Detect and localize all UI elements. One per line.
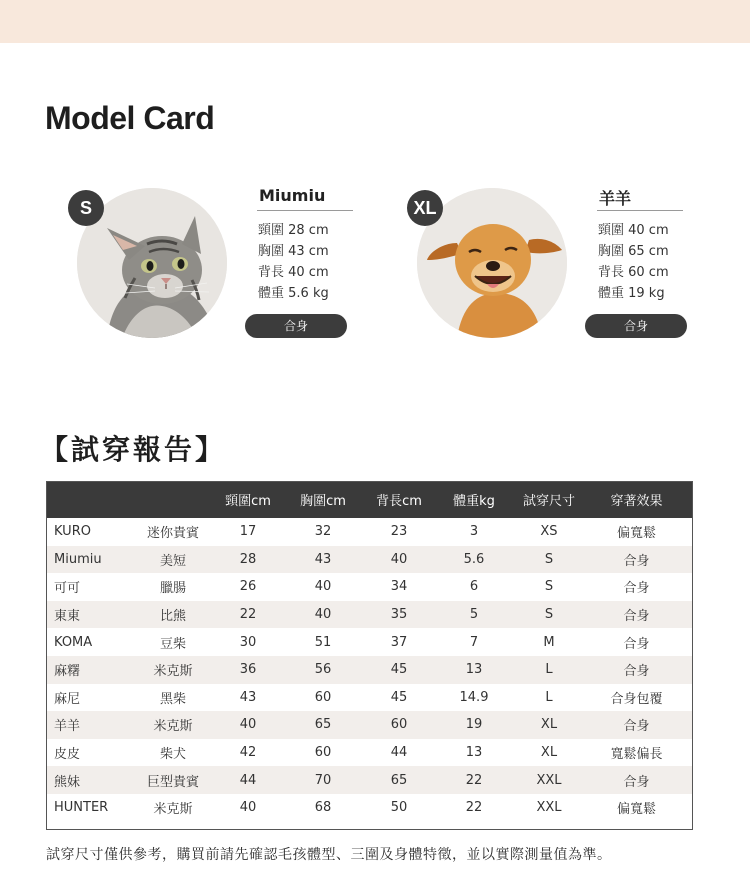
table-cell: 3 xyxy=(469,524,479,540)
pet-stats xyxy=(258,220,329,304)
table-cell: 68 xyxy=(314,800,332,816)
table-row xyxy=(46,601,693,629)
footnote: 試穿尺寸僅供參考，購買前請先確認毛孩體型、三圍及身體特徵，並以實際測量值為準。 xyxy=(46,847,612,863)
table-cell: 合身 xyxy=(580,546,693,574)
table-cell: XXL xyxy=(518,766,580,794)
top-band xyxy=(0,0,750,43)
table-cell: 5 xyxy=(430,601,518,629)
table-cell: 米克斯 xyxy=(128,711,218,739)
table-cell: 40 xyxy=(239,800,257,816)
table-cell: 黑柴 xyxy=(159,691,186,707)
table-row xyxy=(46,656,693,684)
table-cell: 合身 xyxy=(623,581,650,597)
table-cell: 60 xyxy=(314,745,332,761)
table-cell: 合身 xyxy=(580,656,693,684)
table-row xyxy=(46,518,693,546)
table-cell: 偏寬鬆 xyxy=(616,802,656,818)
pet-stats xyxy=(598,220,669,304)
table-cell: 17 xyxy=(239,524,257,540)
table-cell: 60 xyxy=(314,689,332,705)
table-cell: 合身 xyxy=(580,766,693,794)
table-cell: 13 xyxy=(465,745,483,761)
table-cell: 51 xyxy=(314,634,332,650)
table-cell: 麻尼 xyxy=(54,691,81,707)
table-row xyxy=(46,739,693,767)
table-cell: 40 xyxy=(368,546,430,574)
table-cell: 比熊 xyxy=(128,601,218,629)
table-cell: 19 xyxy=(430,711,518,739)
table-cell: 合身 xyxy=(580,601,693,629)
header-cell: 頸圍cm xyxy=(218,481,278,518)
table-cell: 皮皮 xyxy=(54,747,81,763)
size-badge: S xyxy=(68,190,104,226)
table-row xyxy=(46,628,693,656)
table-cell: S xyxy=(544,579,554,595)
stat-chest: 胸圍 65 cm xyxy=(598,244,669,259)
header-cell: 試穿尺寸 xyxy=(518,481,580,518)
table-cell: 65 xyxy=(278,711,368,739)
table-cell: 13 xyxy=(430,656,518,684)
fitting-report-table xyxy=(46,481,693,822)
table-cell: 30 xyxy=(239,634,257,650)
stat-neck: 頸圍 28 cm xyxy=(258,223,329,238)
header-cell: 穿著效果 xyxy=(580,481,693,518)
table-cell: L xyxy=(545,689,553,705)
table-cell: 65 xyxy=(368,766,430,794)
stat-weight: 體重 19 kg xyxy=(598,286,665,301)
table-row xyxy=(46,573,693,601)
pet-name: 羊羊 xyxy=(599,189,632,208)
table-cell: 22 xyxy=(430,766,518,794)
table-cell: 臘腸 xyxy=(159,581,186,597)
table-cell: 26 xyxy=(239,579,257,595)
table-cell: M xyxy=(543,634,555,650)
table-cell: 37 xyxy=(390,634,408,650)
table-cell: 70 xyxy=(278,766,368,794)
table-cell: 柴犬 xyxy=(159,747,186,763)
table-cell: 米克斯 xyxy=(128,656,218,684)
header-cell xyxy=(46,481,128,518)
table-cell: 熊妹 xyxy=(46,766,128,794)
table-cell: 寬鬆偏長 xyxy=(610,747,663,763)
table-cell: 合身 xyxy=(623,636,650,652)
pet-name: Miumiu xyxy=(259,186,326,205)
table-header-row xyxy=(46,481,693,518)
report-title: 【試穿報告】 xyxy=(40,433,227,466)
stat-weight: 體重 5.6 kg xyxy=(258,286,329,301)
table-cell: 56 xyxy=(278,656,368,684)
table-cell: 34 xyxy=(390,579,408,595)
table-cell: 40 xyxy=(278,601,368,629)
table-cell: 40 xyxy=(218,711,278,739)
table-cell: 45 xyxy=(368,656,430,684)
table-cell: S xyxy=(518,546,580,574)
table-cell: 可可 xyxy=(54,581,81,597)
table-row xyxy=(46,766,693,794)
table-cell: 44 xyxy=(390,745,408,761)
table-cell: 豆柴 xyxy=(159,636,186,652)
table-cell: XL xyxy=(518,711,580,739)
table-cell: KOMA xyxy=(54,634,93,650)
table-cell: 28 xyxy=(218,546,278,574)
stat-back: 背長 40 cm xyxy=(258,265,329,280)
stat-neck: 頸圍 40 cm xyxy=(598,223,669,238)
table-cell: 43 xyxy=(239,689,257,705)
table-cell: Miumiu xyxy=(46,546,128,574)
table-row xyxy=(46,711,693,739)
table-cell: 迷你貴賓 xyxy=(146,526,199,542)
fit-badge: 合身 xyxy=(245,314,347,338)
table-cell: S xyxy=(518,601,580,629)
table-cell: 43 xyxy=(278,546,368,574)
table-cell: KURO xyxy=(54,524,91,540)
table-cell: 14.9 xyxy=(459,689,489,705)
table-cell: 合身包覆 xyxy=(610,691,663,707)
table-cell: 5.6 xyxy=(430,546,518,574)
table-cell: 7 xyxy=(469,634,479,650)
header-cell: 胸圍cm xyxy=(278,481,368,518)
size-badge: XL xyxy=(407,190,443,226)
table-cell: 合身 xyxy=(580,711,693,739)
table-cell: 美短 xyxy=(128,546,218,574)
table-cell: HUNTER xyxy=(54,800,109,816)
table-cell: 32 xyxy=(314,524,332,540)
table-row xyxy=(46,546,693,574)
table-cell: 6 xyxy=(469,579,479,595)
table-cell: 巨型貴賓 xyxy=(128,766,218,794)
model-card-dog xyxy=(385,182,715,352)
model-card-cat xyxy=(45,182,375,352)
table-cell: 22 xyxy=(218,601,278,629)
table-cell: 23 xyxy=(390,524,408,540)
table-cell: 50 xyxy=(390,800,408,816)
table-cell: 44 xyxy=(218,766,278,794)
stat-chest: 胸圍 43 cm xyxy=(258,244,329,259)
table-cell: 35 xyxy=(368,601,430,629)
table-cell: 麻糬 xyxy=(46,656,128,684)
table-cell: 東東 xyxy=(46,601,128,629)
header-cell: 體重kg xyxy=(430,481,518,518)
divider xyxy=(597,210,683,211)
table-cell: XS xyxy=(540,524,558,540)
table-row xyxy=(46,684,693,712)
table-cell: 60 xyxy=(368,711,430,739)
stat-back: 背長 60 cm xyxy=(598,265,669,280)
table-row xyxy=(46,794,693,822)
table-cell: 米克斯 xyxy=(153,802,193,818)
page-title: Model Card xyxy=(45,100,215,136)
header-cell: 背長cm xyxy=(368,481,430,518)
table-cell: 42 xyxy=(239,745,257,761)
table-cell: 40 xyxy=(314,579,332,595)
table-cell: L xyxy=(518,656,580,684)
table-cell: 羊羊 xyxy=(46,711,128,739)
table-cell: XL xyxy=(540,745,558,761)
header-cell xyxy=(128,481,218,518)
table-cell: XXL xyxy=(536,800,562,816)
fit-badge: 合身 xyxy=(585,314,687,338)
table-cell: 偏寬鬆 xyxy=(616,526,656,542)
table-cell: 45 xyxy=(390,689,408,705)
table-cell: 36 xyxy=(218,656,278,684)
table-cell: 22 xyxy=(465,800,483,816)
divider xyxy=(257,210,353,211)
